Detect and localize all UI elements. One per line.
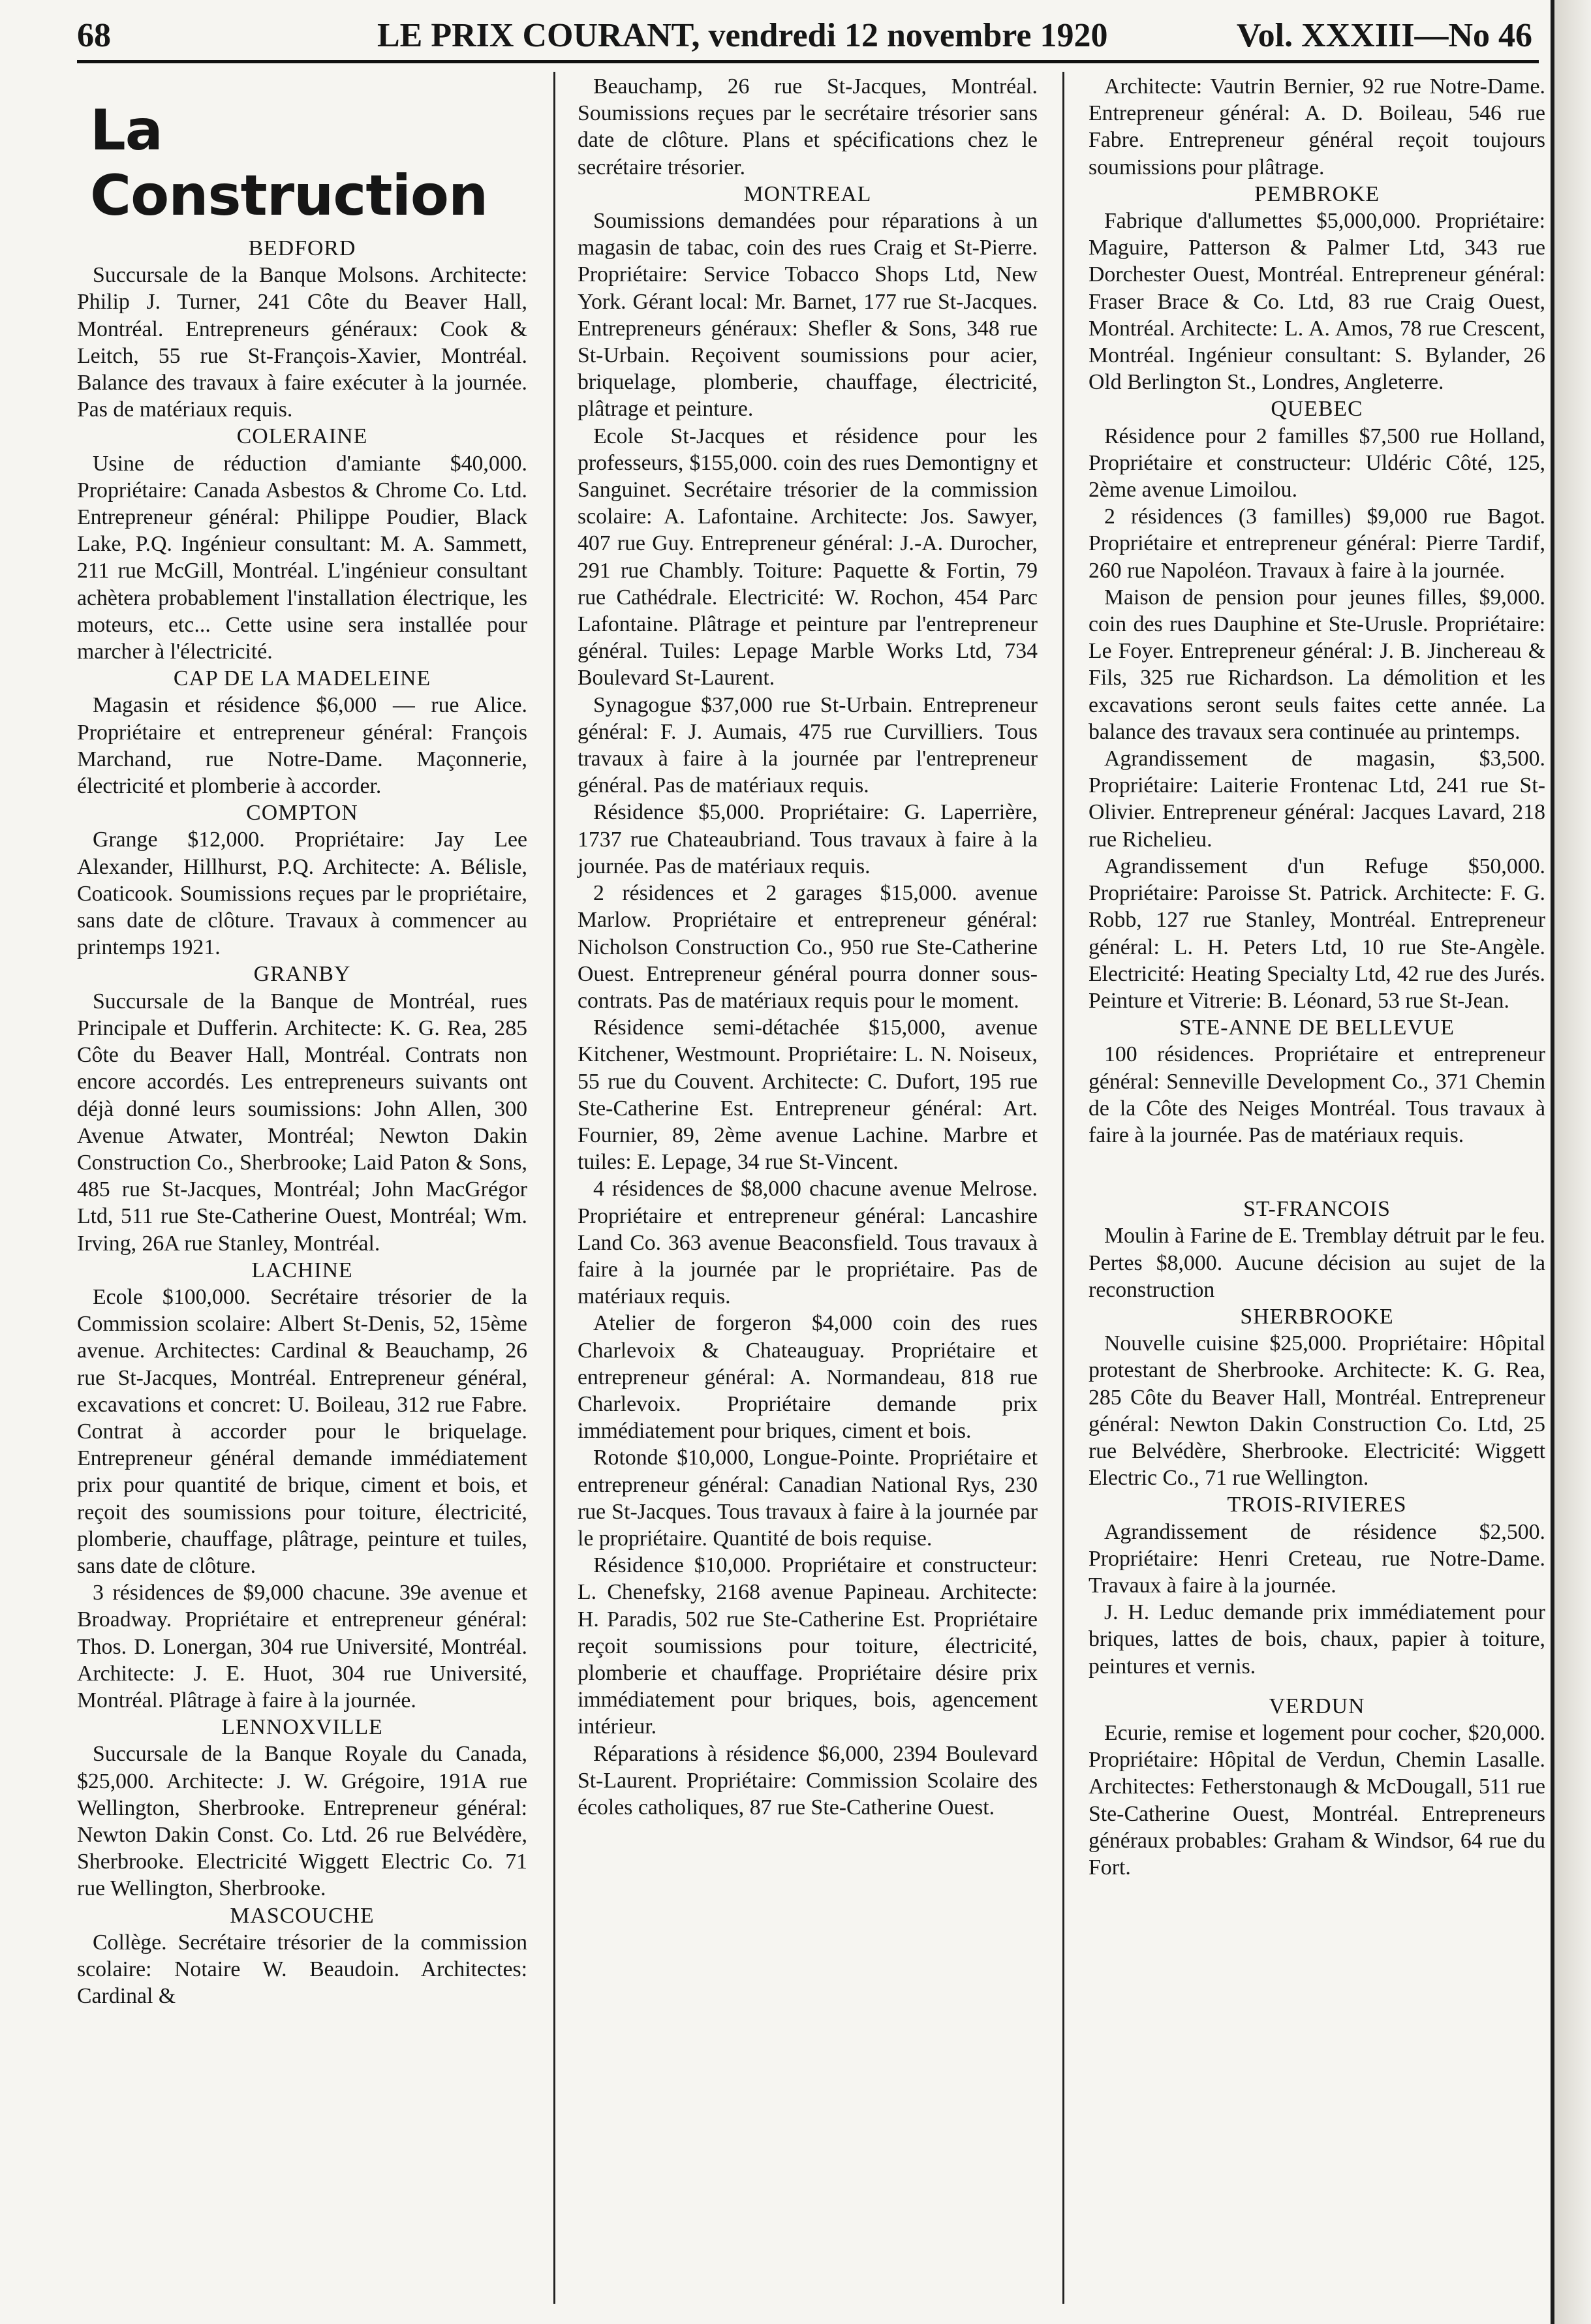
notice-paragraph: Résidence pour 2 familles $7,500 rue Holland, Propriétaire et constructeur: Uldéric Côté, 125, 2ème avenue Limoilou. [1089,424,1545,503]
city-heading: SHERBROOKE [1240,1304,1394,1329]
section-title: La Construction [90,98,488,228]
city-heading: TROIS-RIVIERES [1227,1493,1407,1517]
notice-paragraph: Moulin à Farine de E. Tremblay détruit par le feu. Pertes $8,000. Aucune décision au sujet de la reconstruction [1089,1224,1545,1302]
notice-paragraph: Maison de pension pour jeunes filles, $9,000. coin des rues Dauphine et Ste-Urusle. Propriétaire: Le Foyer. Entrepreneur général: J. B. Jinchereau & Fils, 325 rue Richardson. La démolition et les excavations seront seuls faites cette année. La balance des travaux sera continuée au printemps. [1089,585,1545,744]
notice-paragraph: Collège. Secrétaire trésorier de la commission scolaire: Notaire W. Beaudoin. Architectes: Cardinal & [77,1930,527,2009]
notice-paragraph: Architecte: Vautrin Bernier, 92 rue Notre-Dame. Entrepreneur général: A. D. Boileau, 546 rue Fabre. Entrepreneur général reçoit toujours soumissions pour plâtrage. [1089,74,1545,179]
column-gap [1089,1149,1545,1196]
notice-paragraph: Agrandissement de résidence $2,500. Propriétaire: Henri Creteau, rue Notre-Dame. Travaux à faire à la journée. [1089,1519,1545,1598]
column-1 [77,73,527,2009]
city-heading: COMPTON [246,801,358,826]
notice-paragraph: 2 résidences (3 familles) $9,000 rue Bagot. Propriétaire et entrepreneur général: Pierre Tardif, 260 rue Napoléon. Travaux à faire à la journée. [1089,504,1545,583]
city-heading: MONTREAL [743,181,872,206]
city-heading: LENNOXVILLE [221,1715,383,1740]
city-heading: BEDFORD [248,236,356,260]
column-3 [1089,73,1545,1881]
city-heading: COLERAINE [236,424,368,449]
notice-paragraph: Grange $12,000. Propriétaire: Jay Lee Alexander, Hillhurst, P.Q. Architecte: A. Bélisle, Coaticook. Soumissions reçues par le propriétaire, sans date de clôture. Travaux à commencer au printemps 1921. [77,828,527,960]
page-number: 68 [77,17,111,54]
notice-paragraph: Résidence $10,000. Propriétaire et constructeur: L. Chenefsky, 2168 avenue Papineau. Architecte: H. Paradis, 502 rue Ste-Catherine Est. Propriétaire reçoit soumissions pour toiture, électricité, plomberie et chauffage. Propriétaire désire prix immédiatement pour briques, bois, agencement intérieur. [578,1553,1038,1739]
city-heading: QUEBEC [1271,397,1363,422]
notice-paragraph: Magasin et résidence $6,000 — rue Alice. Propriétaire et entrepreneur général: François Marchand, rue Notre-Dame. Maçonnerie, électricité et plomberie à accorder. [77,693,527,799]
notice-paragraph: Nouvelle cuisine $25,000. Propriétaire: Hôpital protestant de Sherbrooke. Architecte: K. G. Rea, 285 Côte du Beaver Hall, Montréal. Entrepreneur général: Newton Dakin Construction Co. Ltd, 25 rue Belvédère, Sherbrooke. Electricité: Wiggett Electric Co., 71 rue Wellington. [1089,1331,1545,1491]
city-heading: STE-ANNE DE BELLEVUE [1179,1015,1455,1040]
notice-paragraph: Résidence $5,000. Propriétaire: G. Laperrière, 1737 rue Chateaubriand. Tous travaux à faire à la journée. Pas de matériaux requis. [578,800,1038,878]
notice-paragraph: Résidence semi-détachée $15,000, avenue Kitchener, Westmount. Propriétaire: L. N. Noiseux, 55 rue du Couvent. Architecte: C. Dufort, 195 rue Ste-Catherine Est. Entrepreneur général: Art. Fournier, 89, 2ème avenue Lachine. Marbre et tuiles: E. Lepage, 34 rue St-Vincent. [578,1015,1038,1175]
notice-paragraph: Succursale de la Banque de Montréal, rues Principale et Dufferin. Architecte: K. G. Rea, 285 Côte du Beaver Hall, Montréal. Contrats non encore accordés. Les entrepreneurs suivants ont déjà donné leurs soumissions: John Allen, 300 Avenue Atwater, Montréal; Newton Dakin Construction Co., Sherbrooke; Laid Paton & Sons, 485 rue St-Jacques, Montréal; John MacGrégor Ltd, 511 rue Ste-Catherine Ouest, Montréal; Wm. Irving, 26A rue Stanley, Montréal. [77,989,527,1256]
page-edge [1551,0,1591,2324]
column-rule [553,72,555,2304]
city-heading: ST-FRANCOIS [1243,1197,1391,1222]
city-heading: MASCOUCHE [230,1903,375,1928]
notice-paragraph: Succursale de la Banque Molsons. Architecte: Philip J. Turner, 241 Côte du Beaver Hall, Montréal. Entrepreneurs généraux: Cook & Leitch, 55 rue St-François-Xavier, Montréal. Balance des travaux à faire exécuter à la journée. Pas de matériaux requis. [77,263,527,422]
city-heading: GRANBY [253,962,351,987]
city-heading: VERDUN [1269,1694,1365,1718]
notice-paragraph: Ecole $100,000. Secrétaire trésorier de la Commission scolaire: Albert St-Denis, 52, 15ème avenue. Architectes: Cardinal & Beauchamp, 26 rue St-Jacques, Montréal. Entrepreneur général, excavations et concret: U. Boileau, 312 rue Fabre. Contrat à accorder pour le briquelage. Entrepreneur général demande immédiatement prix pour quantité de brique, ciment et bois, et reçoit des soumissions pour toiture, électricité, plomberie, chauffage, plâtrage, peinture et tuiles, sans date de clôture. [77,1284,527,1578]
notice-paragraph: 2 résidences et 2 garages $15,000. avenue Marlow. Propriétaire et entrepreneur général: Nicholson Construction Co., 950 rue Ste-Catherine Ouest. Entrepreneur général pourra donner sous-contrats. Pas de matériaux requis pour le moment. [578,881,1038,1013]
notice-paragraph: 100 résidences. Propriétaire et entrepreneur général: Senneville Development Co., 371 Chemin de la Côte des Neiges Montréal. Tous travaux à faire à la journée. Pas de matériaux requis. [1089,1042,1545,1147]
notice-paragraph: 4 résidences de $8,000 chacune avenue Melrose. Propriétaire et entrepreneur général: Lancashire Land Co. 363 avenue Beaconsfield. Tous travaux à faire à la journée par le propriétaire. Pas de matériaux requis. [578,1177,1038,1309]
notice-paragraph: Ecole St-Jacques et résidence pour les professeurs, $155,000. coin des rues Demontigny et Sanguinet. Secrétaire trésorier de la commission scolaire: A. Lafontaine. Architecte: Jos. Sawyer, 407 rue Guy. Entrepreneur général: J.-A. Durocher, 291 rue Chambly. Toiture: Paquette & Fortin, 79 rue Cathédrale. Electricité: W. Rochon, 454 Parc Lafontaine. Plâtrage et peinture par l'entrepreneur général. Tuiles: Lepage Marble Works Ltd, 734 Boulevard St-Laurent. [578,424,1038,690]
page-header [77,12,1539,63]
notice-paragraph: Agrandissement d'un Refuge $50,000. Propriétaire: Paroisse St. Patrick. Architecte: F. G. Robb, 127 rue Stanley, Montréal. Entrepreneur général: L. H. Peters Ltd, 10 rue Ste-Angèle. Electricité: Heating Specialty Ltd, 42 rue des Jurés. Peinture et Vitrerie: B. Léonard, 53 rue St-Jean. [1089,854,1545,1013]
notice-paragraph: Atelier de forgeron $4,000 coin des rues Charlevoix & Chateauguay. Propriétaire et entrepreneur général: A. Normandeau, 818 rue Charlevoix. Propriétaire demande prix immédiatement pour briques, ciment et bois. [578,1311,1038,1444]
notice-paragraph: 3 résidences de $9,000 chacune. 39e avenue et Broadway. Propriétaire et entrepreneur général: Thos. D. Lonergan, 304 rue Université, Montréal. Architecte: J. E. Huot, 304 rue Université, Montréal. Plâtrage à faire à la journée. [77,1581,527,1712]
notice-paragraph: Agrandissement de magasin, $3,500. Propriétaire: Laiterie Frontenac Ltd, 241 rue St-Olivier. Entrepreneur général: Jacques Lavard, 218 rue Richelieu. [1089,747,1545,852]
column-gap [1089,1680,1545,1693]
city-heading: CAP DE LA MADELEINE [173,666,431,691]
notice-paragraph: Synagogue $37,000 rue St-Urbain. Entrepreneur général: F. J. Aumais, 475 rue Curvilliers. Tous travaux à faire à la journée par l'entrepreneur général. Pas de matériaux requis. [578,692,1038,798]
notice-paragraph: Soumissions demandées pour réparations à un magasin de tabac, coin des rues Craig et St-Pierre. Propriétaire: Service Tobacco Shops Ltd, New York. Gérant local: Mr. Barnet, 177 rue St-Jacques. Entrepreneurs généraux: Shefler & Sons, 348 rue St-Urbain. Reçoivent soumissions pour acier, briquelage, plomberie, chauffage, électricité, plâtrage et peinture. [578,209,1038,422]
city-heading: PEMBROKE [1254,181,1380,206]
notice-paragraph: Beauchamp, 26 rue St-Jacques, Montréal. Soumissions reçues par le secrétaire trésorier sans date de clôture. Plans et spécifications chez le secrétaire trésorier. [578,74,1038,179]
notice-paragraph: Usine de réduction d'amiante $40,000. Propriétaire: Canada Asbestos & Chrome Co. Ltd. Entrepreneur général: Philippe Poudier, Black Lake, P.Q. Ingénieur consultant: M. A. Sammett, 211 rue McGill, Montréal. L'ingénieur consultant achètera probablement l'installation électrique, les moteurs, etc... Cette usine sera installée pour marcher à l'électricité. [77,451,527,664]
column-rule [1062,72,1064,2304]
notice-paragraph: Succursale de la Banque Royale du Canada, $25,000. Architecte: J. W. Grégoire, 191A rue Wellington, Sherbrooke. Entrepreneur général: Newton Dakin Const. Co. Ltd. 26 rue Belvédère, Sherbrooke. Electricité Wiggett Electric Co. 71 rue Wellington, Sherbrooke. [77,1742,527,1901]
city-heading: LACHINE [251,1258,353,1282]
notice-paragraph: Rotonde $10,000, Longue-Pointe. Propriétaire et entrepreneur général: Canadian National Rys, 230 rue St-Jacques. Tous travaux à faire à la journée par le propriétaire. Quantité de bois requise. [578,1446,1038,1551]
notice-paragraph: J. H. Leduc demande prix immédiatement pour briques, lattes de bois, chaux, papier à toiture, peintures et vernis. [1089,1600,1545,1679]
column-2 [578,73,1038,1821]
notice-paragraph: Ecurie, remise et logement pour cocher, $20,000. Propriétaire: Hôpital de Verdun, Chemin Lasalle. Architectes: Fetherstonaugh & McDougall, 511 rue Ste-Catherine Ouest, Montréal. Entrepreneurs généraux probables: Graham & Windsor, 64 rue du Fort. [1089,1720,1545,1880]
newspaper-title: LE PRIX COURANT, vendredi 12 novembre 1920 [377,17,1108,54]
notice-paragraph: Fabrique d'allumettes $5,000,000. Propriétaire: Maguire, Patterson & Palmer Ltd, 343 rue Dorchester Ouest, Montréal. Entrepreneur général: Fraser Brace & Co. Ltd, 83 rue Craig Ouest, Montréal. Architecte: L. A. Amos, 78 rue Crescent, Montréal. Ingénieur consultant: S. Bylander, 26 Old Berlington St., Londres, Angleterre. [1089,209,1545,395]
volume-number: Vol. XXXIII—No 46 [1236,17,1532,54]
notice-paragraph: Réparations à résidence $6,000, 2394 Boulevard St-Laurent. Propriétaire: Commission Scolaire des écoles catholiques, 87 rue Ste-Catherine Ouest. [578,1741,1038,1820]
